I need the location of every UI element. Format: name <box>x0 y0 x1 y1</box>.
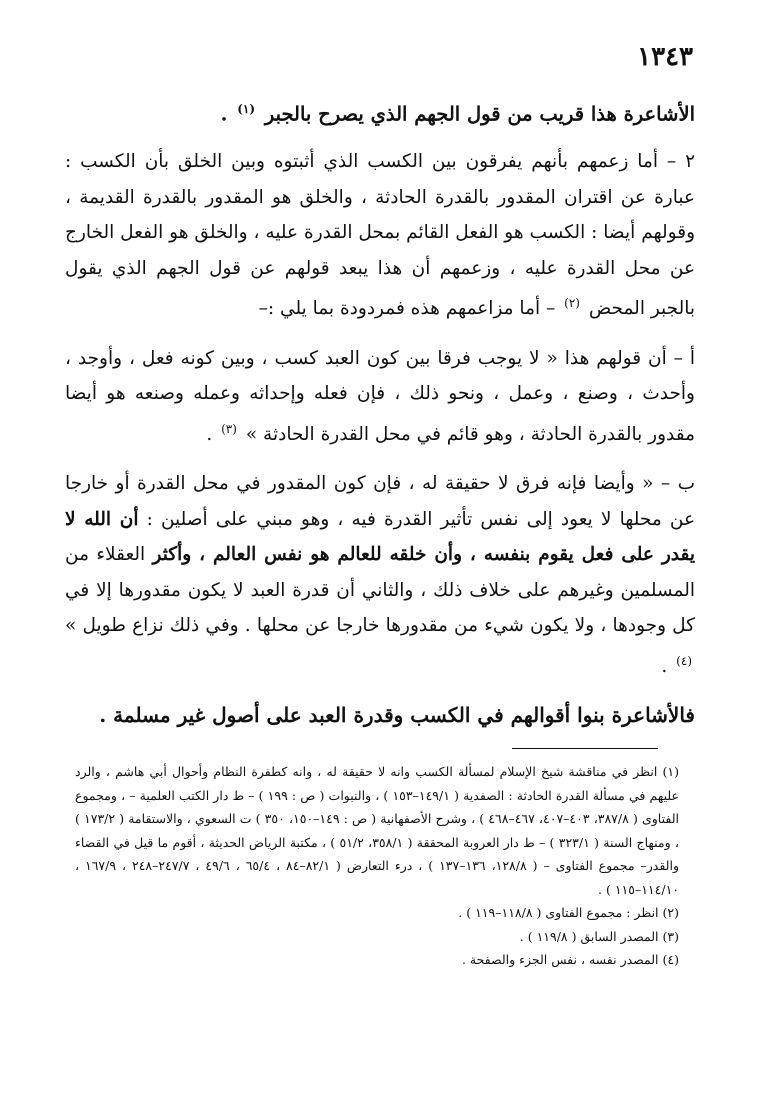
footnote-ref-4: (٤) <box>676 653 692 668</box>
paragraph-3-text: أ – أن قولهم هذا « لا يوجب فرقا بين كون العبد كسب ، وبين كونه فعل ، وأوجد ، وأحدث ، وصنع ، وعمل ، ونحو ذلك ، فإن فعله وإحداثه وعمله وصنعه هو أيضا مقدور بالقدرة الحادثة ، وهو قائم في محل القدرة الحادثة » <box>65 347 695 445</box>
paragraph-4-end: . <box>661 655 668 677</box>
footnote-3: (٣) المصدر السابق ( ١١٩/٨ ) . <box>519 928 679 944</box>
main-text <box>65 92 695 748</box>
paragraph-3-end: . <box>206 423 213 445</box>
paragraph-1-end: . <box>220 102 228 126</box>
paragraph-3 <box>65 341 695 453</box>
footnotes <box>75 760 679 972</box>
footnote-ref-3: (٣) <box>221 421 237 436</box>
paragraph-2 <box>65 144 695 327</box>
paragraph-4-rest: العقلاء من المسلمين وغيرهم على خلاف ذلك ، والثاني أن قدرة العبد لا يكون مقدورها إلا في كل وجودها ، ولا يكون شيء من مقدورها خارجا عن محلها . وفي ذلك نزاع طويل » <box>65 544 695 637</box>
paragraph-4 <box>65 466 695 684</box>
paragraph-4-text: ب – « وأيضا فإنه فرق لا حقيقة له ، فإن كون المقدور في محل القدرة أو خارجا عن محلها لا يعود إلى نفس تأثير القدرة فيه ، وهو مبني على أصلين : <box>65 473 695 530</box>
paragraph-1-text: الأشاعرة هذا قريب من قول الجهم الذي يصرح بالجبر <box>264 102 695 126</box>
paragraph-2-end: – أما مزاعمهم هذه فمردودة بما يلي :– <box>258 298 556 320</box>
paragraph-4-bold-text: أن الله لا يقدر على فعل يقوم بنفسه ، وأن خلقه للعالم هو نفس العالم ، وأكثر <box>65 508 695 566</box>
footnote-separator <box>512 748 658 749</box>
footnote-ref-2: (٢) <box>564 296 580 310</box>
footnote-4: (٤) المصدر نفسه ، نفس الجزء والصفحة . <box>461 952 679 967</box>
paragraph-1 <box>65 92 695 132</box>
footnote-ref-1: (١) <box>237 102 256 116</box>
page-number: ١٣٤٣ <box>637 42 693 72</box>
footnote-1: (١) انظر في مناقشة شيخ الإسلام لمسألة الكسب وانه لا حقيقة له ، وانه كطفرة النظام وأحوال أبي هاشم ، والرد عليهم في مسألة القدرة الحادثة : الصفدية ( ١٤٩/١–١٥٣ ) ، والنبوات ( ص : ١٩٩ ) – ط دار الكتب العلمية – ، ومجموع الفتاوى ( ٣٨٧/٨، ٤٠٣–٤٠٧، ٤٦٧–٤٦٨ ) ، وشرح الأصفهانية ( ص : ١٤٩–١٥٠، ٣٥٠ ) ت السعوي ، والاستقامة ( ١٧٣/٢ ) ، ومنهاج السنة ( ٣٢٣/١ ) – ط دار العروبة المحققة ( ٣٥٨/١، ٥١/٢ ) ، مكتبة الرياض الحديثة ، أقوم ما قيل في القضاء والقدر– مجموع الفتاوى – ( ١٢٨/٨، ١٣٦–١٣٧ ) ، درء التعارض ( ٨٢/١–٨٤ ، ٦٥/٤ ، ٤٩/٦ ، ٢٤٧/٧–٢٤٨ ، ١٦٧/٩ ، ١١٤/١٠–١١٥ ) . <box>75 764 679 897</box>
paragraph-2-text: ٢ – أما زعمهم بأنهم يفرقون بين الكسب الذي أثبتوه وبين الخلق بأن الكسب : عبارة عن اقتران المقدور بالقدرة الحادثة ، والخلق هو المقدور بالقدرة القديمة ، وقولهم أيضا : الكسب هو الفعل القائم بمحل القدرة عليه ، والخلق هو الفعل الخارج عن محل القدرة عليه ، وزعمهم أن هذا يبعد قولهم عن قول الجهم الذي يقول بالجبر المحض <box>65 151 695 320</box>
footnote-2: (٢) انظر : مجموع الفتاوى ( ١١٨/٨–١١٩ ) . <box>458 905 679 920</box>
paragraph-5: فالأشاعرة بنوا أقوالهم في الكسب وقدرة العبد على أصول غير مسلمة . <box>99 703 695 728</box>
